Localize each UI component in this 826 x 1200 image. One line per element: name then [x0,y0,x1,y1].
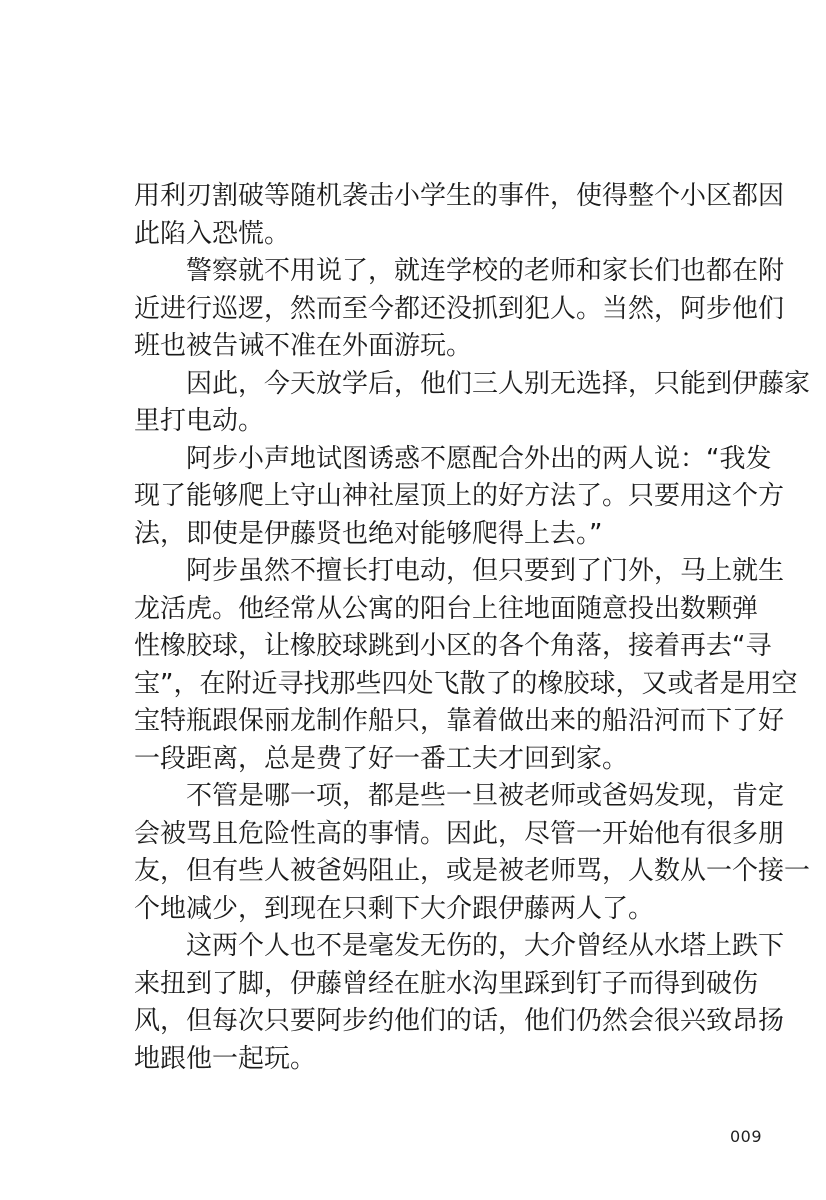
body-text [134,178,811,1078]
page-number: 009 [730,1127,763,1146]
text-line: 来扭到了脚，伊藤曾经在脏水沟里踩到钉子而得到破伤 [134,968,759,999]
text-line: 地跟他一起玩。 [134,1043,317,1074]
text-line: 用利刃割破等随机袭击小学生的事件，使得整个小区都因 [134,181,785,211]
paragraph [134,928,785,1078]
text-line: 近进行巡逻，然而至今都还没抓到犯人。当然，阿步他们 [134,293,785,324]
text-line: 友，但有些人被爸妈阻止，或是被老师骂，人数从一个接一 [134,856,811,886]
text-line: 不管是哪一项，都是些一旦被老师或爸妈发现，肯定 [186,781,785,811]
text-line: 风，但每次只要阿步约他们的话，他们仍然会很兴致昂扬 [134,1006,785,1036]
text-line: 法，即使是伊藤贤也绝对能够爬得上去。” [134,518,603,549]
text-line: 会被骂且危险性高的事情。因此，尽管一开始他有很多朋 [134,818,785,849]
text-line: 阿步虽然不擅长打电动，但只要到了门外，马上就生 [186,556,785,586]
text-line: 宝”，在附近寻找那些四处飞散了的橡胶球，又或者是用空 [134,668,798,699]
paragraph [134,778,811,928]
text-line: 个地减少，到现在只剩下大介跟伊藤两人了。 [134,893,655,924]
text-line: 一段距离，总是费了好一番工夫才回到家。 [134,743,629,774]
text-line: 班也被告诫不准在外面游玩。 [134,331,473,361]
text-line: 宝特瓶跟保丽龙制作船只，靠着做出来的船沿河而下了好 [134,706,785,736]
text-line: 这两个人也不是毫发无伤的，大介曾经从水塔上跌下 [186,931,785,961]
text-line: 现了能够爬上守山神社屋顶上的好方法了。只要用这个方 [134,481,785,511]
text-line: 性橡胶球，让橡胶球跳到小区的各个角落，接着再去“寻 [134,631,772,661]
paragraph [134,553,798,778]
text-line: 阿步小声地试图诱惑不愿配合外出的两人说：“我发 [186,443,772,474]
text-line: 此陷入恐慌。 [134,218,291,249]
text-line: 警察就不用说了，就连学校的老师和家长们也都在附 [186,256,785,286]
paragraph [134,253,785,366]
text-line: 龙活虎。他经常从公寓的阳台上往地面随意投出数颗弹 [134,593,759,624]
paragraph [134,441,785,554]
paragraph [134,178,785,253]
text-line: 里打电动。 [134,406,265,436]
text-line: 因此，今天放学后，他们三人别无选择，只能到伊藤家 [186,368,811,399]
paragraph [134,366,811,441]
